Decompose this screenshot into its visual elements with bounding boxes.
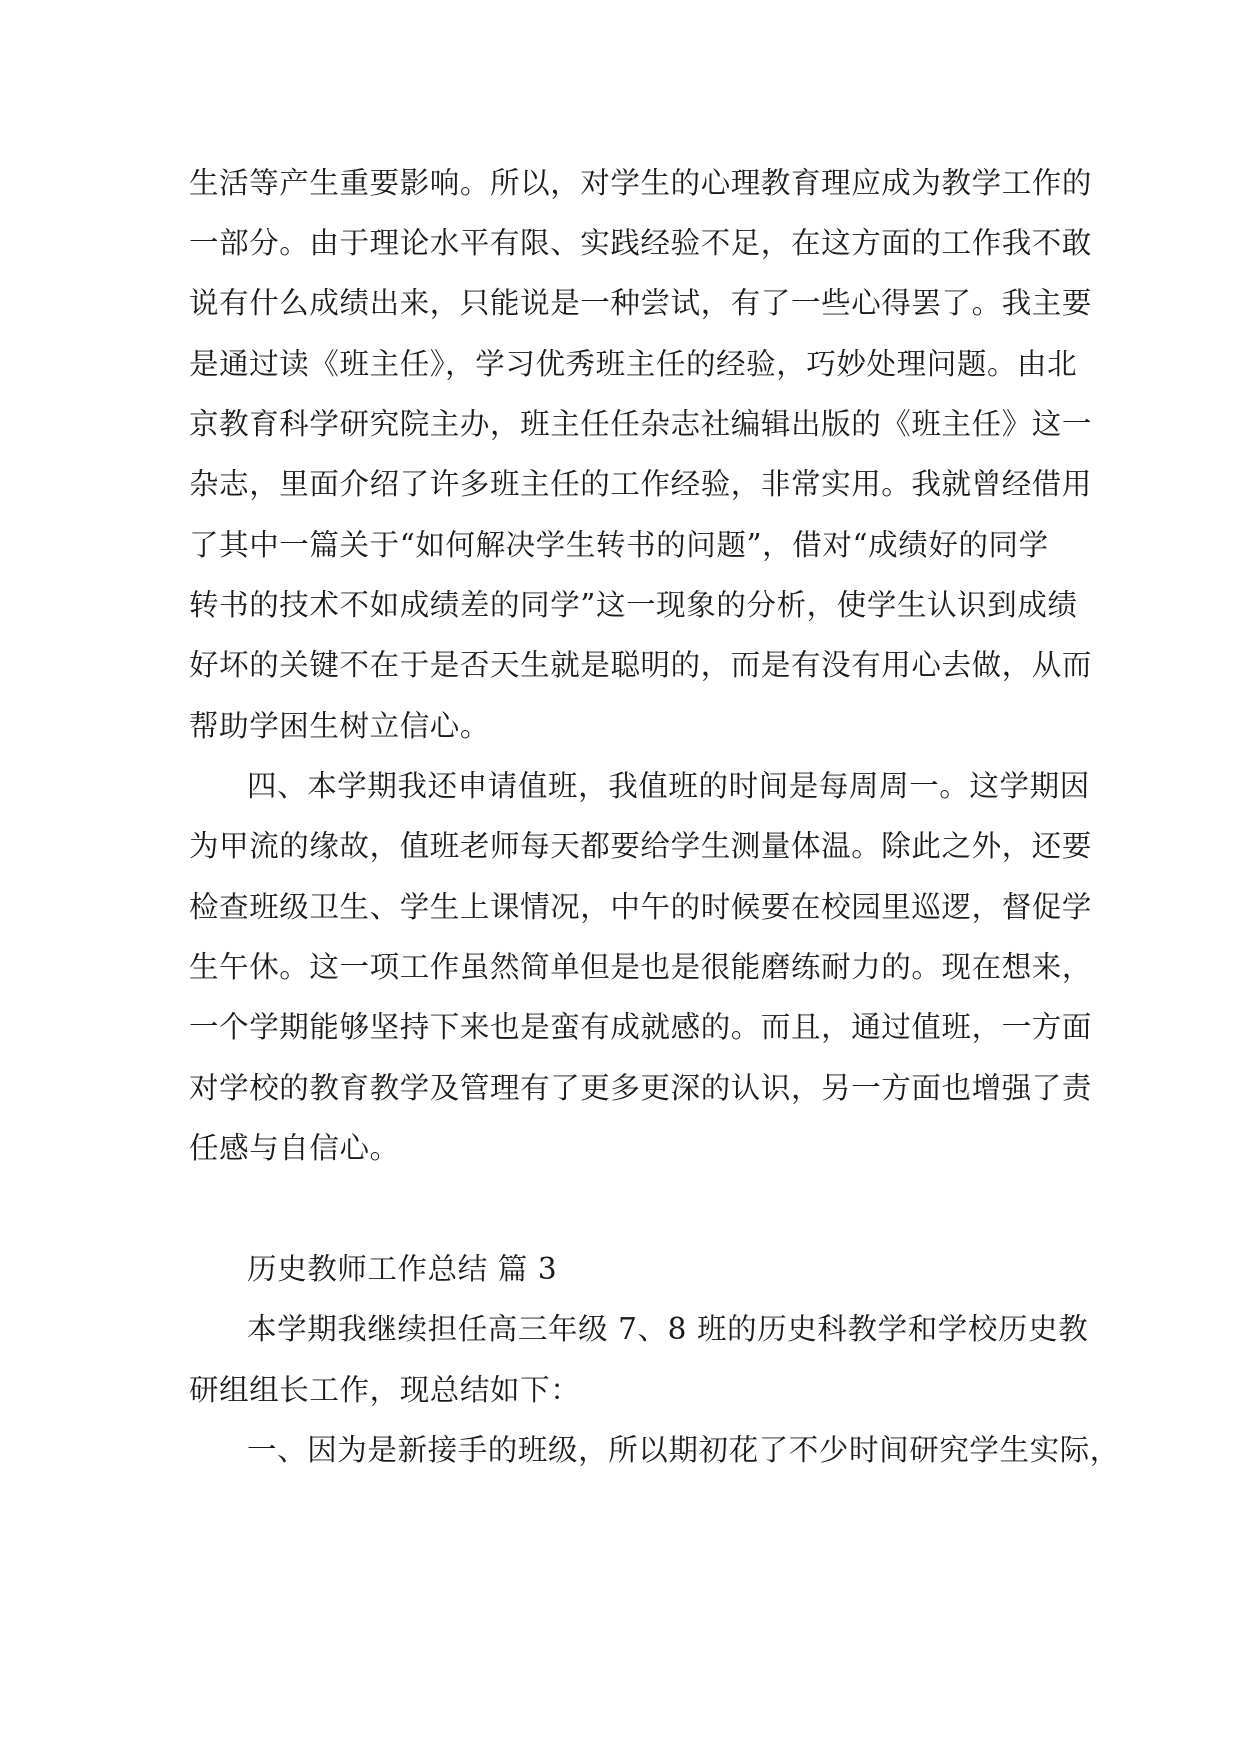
paragraph-line: 好坏的关键不在于是否天生就是聪明的，而是有没有用心去做，从而 bbox=[189, 648, 1093, 682]
paragraph-line: 检查班级卫生、学生上课情况，中午的时候要在校园里巡逻，督促学 bbox=[189, 890, 1093, 924]
paragraph-line: 是通过读《班主任》，学习优秀班主任的经验，巧妙处理问题。由北 bbox=[189, 347, 1078, 381]
paragraph-line: 对学校的教育教学及管理有了更多更深的认识，另一方面也增强了责 bbox=[189, 1071, 1093, 1105]
paragraph-line: 帮助学困生树立信心。 bbox=[189, 709, 491, 743]
paragraph-line: 一部分。由于理论水平有限、实践经验不足，在这方面的工作我不敢 bbox=[189, 226, 1093, 260]
paragraph-line: 四、本学期我还申请值班，我值班的时间是每周周一。这学期因 bbox=[247, 769, 1090, 803]
paragraph-line: 生活等产生重要影响。所以，对学生的心理教育理应成为教学工作的 bbox=[189, 166, 1093, 200]
paragraph-line: 研组组长工作，现总结如下： bbox=[189, 1373, 581, 1407]
paragraph-line: 任感与自信心。 bbox=[189, 1131, 400, 1165]
paragraph-line: 京教育科学研究院主办，班主任任杂志社编辑出版的《班主任》这一 bbox=[189, 407, 1093, 441]
paragraph-line: 杂志，里面介绍了许多班主任的工作经验，非常实用。我就曾经借用 bbox=[189, 467, 1093, 501]
section-heading: 历史教师工作总结 篇 3 bbox=[247, 1252, 558, 1286]
paragraph-line: 生午休。这一项工作虽然简单但是也是很能磨练耐力的。现在想来， bbox=[189, 950, 1093, 984]
paragraph-line: 了其中一篇关于“如何解决学生转书的问题”，借对“成绩好的同学 bbox=[189, 528, 1049, 562]
paragraph-line: 一、因为是新接手的班级，所以期初花了不少时间研究学生实际， bbox=[247, 1433, 1120, 1467]
paragraph-line: 转书的技术不如成绩差的同学”这一现象的分析，使学生认识到成绩 bbox=[189, 588, 1078, 622]
paragraph-line: 一个学期能够坚持下来也是蛮有成就感的。而且，通过值班，一方面 bbox=[189, 1010, 1093, 1044]
paragraph-line: 为甲流的缘故，值班老师每天都要给学生测量体温。除此之外，还要 bbox=[189, 829, 1093, 863]
paragraph-line: 本学期我继续担任高三年级 7、8 班的历史科教学和学校历史教 bbox=[247, 1312, 1089, 1346]
paragraph-line: 说有什么成绩出来，只能说是一种尝试，有了一些心得罢了。我主要 bbox=[189, 286, 1093, 320]
